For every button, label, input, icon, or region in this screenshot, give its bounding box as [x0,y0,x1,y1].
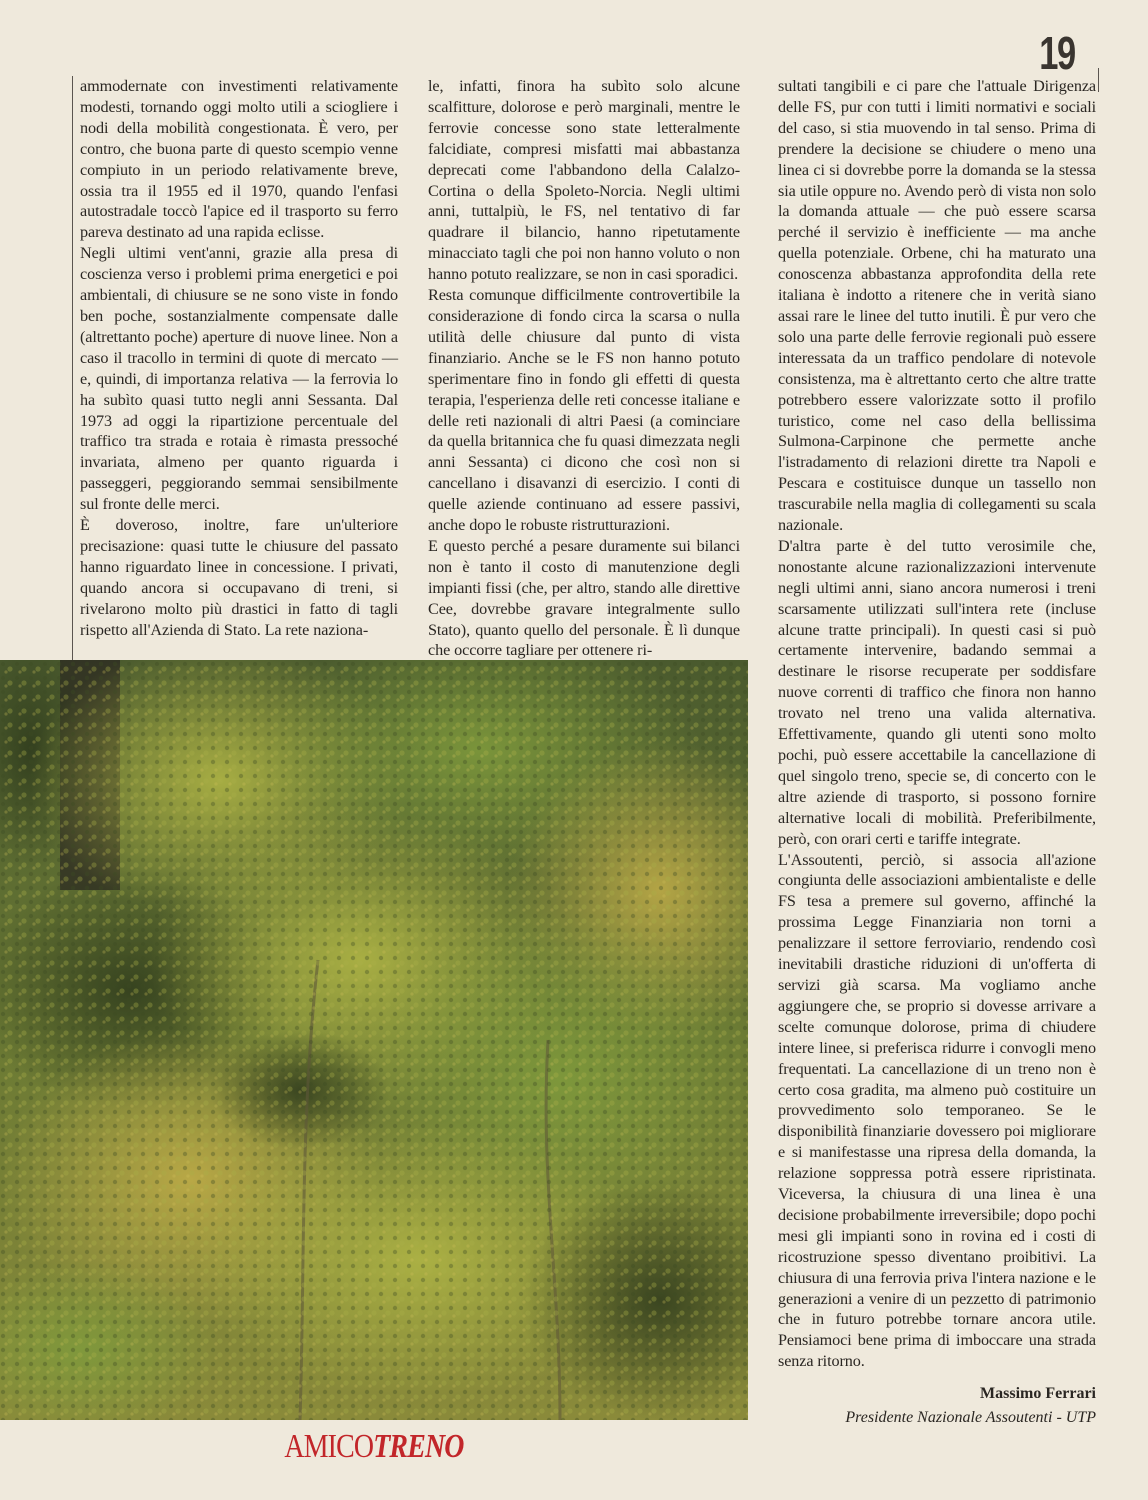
paragraph: ammodernate con investimenti relativamente modesti, tornando oggi molto utili a sciogliere i nodi della mobilità congestionata. È vero, per contro, che buona parte di questo scempio venne compiuto in un periodo relativamente breve, ossia tra il 1955 ed il 1970, quando l'enfasi autostradale toccò l'apice ed il trasporto su ferro pareva destinato ad una rapida eclisse. [80,77,398,242]
paragraph: sultati tangibili e ci pare che l'attuale Dirigenza delle FS, pur con tutti i limiti normativi e sociali del caso, si stia muovendo in tal senso. Prima di prendere la decisione se chiudere o meno una linea ci si dovrebbe porre la domanda se la stessa sia utile oppure no. Avendo però di vista non solo la domanda attuale — che può essere scarsa perché il servizio è inefficiente — ma anche quella potenziale. Orbene, chi ha maturato una conoscenza abbastanza approfondita della rete italiana è indotto a ritenere che in verità siano assai rare le linee del tutto inutili. È pur vero che solo una parte delle ferrovie regionali può essere interessata da un traffico pendolare di notevole consistenza, ma è altrettanto certo che altre tratte potrebbero essere valorizzate sotto il profilo turistico, come nel caso della bellissima Sulmona-Carpinone che permette anche l'istradamento di relazioni dirette tra Napoli e Pescara e costituisce dunque un tassello non trascurabile nella maglia di collegamenti su scala nazionale. [778,77,1096,535]
author-signature [845,1382,1096,1430]
paragraph: Negli ultimi vent'anni, grazie alla presa di coscienza verso i problemi prima energetici e poi ambientali, di chiusure se ne sono viste in fondo ben poche, sostanzialmente compensate dalle (altrettanto poche) aperture di nuove linee. Non a caso il tracollo in termini di quote di mercato — e, quindi, di importanza relativa — la ferrovia lo ha subìto quasi tutto negli anni Sessanta. Dal 1973 ad oggi la ripartizione percentuale del traffico tra strada e rotaia è rimasta pressoché invariata, almeno per quanto riguarda i passeggeri, peggiorando semmai sensibilmente sul fronte delle merci. [80,244,398,514]
article-column-2 [428,76,740,661]
paragraph: Resta comunque difficilmente controvertibile la considerazione di fondo circa la scarsa o nulla utilità delle chiusure dal punto di vista finanziario. Anche se le FS non hanno potuto sperimentare fino in fondo gli effetti di questa terapia, l'esperienza delle reti concesse italiane e delle reti nazionali di altri Paesi (a cominciare da quella britannica che fu quasi dimezzata negli anni Sessanta) ci dicono che così non si cancellano i disavanzi di esercizio. I conti di quelle aziende continuano ad essere passivi, anche dopo le robuste ristrutturazioni. [428,286,740,535]
masthead-part-2: TRENO [373,1428,464,1465]
article-column-1 [80,76,398,640]
paragraph: le, infatti, finora ha subìto solo alcune scalfitture, dolorose e però marginali, mentre le ferrovie concesse sono state letteralmente falcidiate, compresi misfatti mai abbastanza deprecati come l'abbandono della Calalzo-Cortina o della Spoleto-Norcia. Negli ultimi anni, tuttalpiù, le FS, nel tentativo di far quadrare il bilancio, hanno ripetutamente minacciato tagli che poi non hanno voluto o non hanno potuto realizzare, se non in casi sporadici. [428,77,740,284]
paragraph: È doveroso, inoltre, fare un'ulteriore precisazione: quasi tutte le chiusure del passato hanno riguardato linee in concessione. I privati, quando ancora si occupavano di treni, si rivelarono molto più drastici in fatto di tagli rispetto all'Azienda di Stato. La rete naziona- [80,516,398,639]
forest-photo [0,660,748,1420]
page-number: 19 [1039,27,1075,79]
paragraph: L'Assoutenti, perciò, si associa all'azione congiunta delle associazioni ambientaliste e delle FS tesa a premere sul governo, affinché la prossima Legge Finanziaria non torni a penalizzare il settore ferroviario, rendendo così inevitabili drastiche riduzioni di un'offerta di servizi già scarsa. Ma vogliamo anche aggiungere che, se proprio si dovesse arrivare a scelte comunque dolorose, prima di chiudere intere linee, si preferisca ridurre i convogli meno frequentati. La cancellazione di un treno non è certo cosa gradita, ma almeno può costituire un provvedimento solo temporaneo. Se le disponibilità finanziarie dovessero poi migliorare e si manifestasse una ripresa della domanda, la relazione soppressa potrà essere ripristinata. Viceversa, la chiusura di una linea è una decisione probabilmente irreversibile; dopo pochi mesi gli impianti sono in rovina ed i costi di ricostruzione spesso diventano proibitivi. La chiusura di una ferrovia priva l'intera nazione e le generazioni a venire di un pezzetto di patrimonio che in futuro potrebbe tornare ancora utile. Pensiamoci bene prima di imboccare una strada senza ritorno. [778,850,1096,1371]
author-name: Massimo Ferrari [980,1385,1096,1402]
magazine-masthead [67,1428,680,1466]
masthead-part-1: AMICO [284,1428,374,1465]
right-margin-rule [1098,68,1099,92]
paragraph: E questo perché a pesare duramente sui bilanci non è tanto il costo di manutenzione degli impianti fissi (che, per altro, stando alle direttive Cee, dovrebbe gravare integralmente sullo Stato), quanto quello del personale. È lì dunque che occorre tagliare per ottenere ri- [428,536,740,660]
author-role: Presidente Nazionale Assoutenti - UTP [845,1409,1096,1426]
paragraph: D'altra parte è del tutto verosimile che, nonostante alcune razionalizzazioni intervenute negli ultimi anni, siano ancora numerosi i treni scarsamente utilizzati sull'intera rete (incluse alcune tratte principali). In questi casi si può certamente intervenire, badando semmai a destinare le risorse recuperate per soddisfare nuove correnti di traffico che finora non hanno trovato nel treno una valida alternativa. Effettivamente, quando gli utenti sono molto pochi, può essere accettabile la cancellazione di quel singolo treno, specie se, di concerto con le altre aziende di trasporto, si possono fornire alternative locali di mobilità. Preferibilmente, però, con orari certi e tariffe integrate. [778,536,1096,848]
left-margin-rule [72,76,73,662]
article-column-3 [778,76,1096,1372]
